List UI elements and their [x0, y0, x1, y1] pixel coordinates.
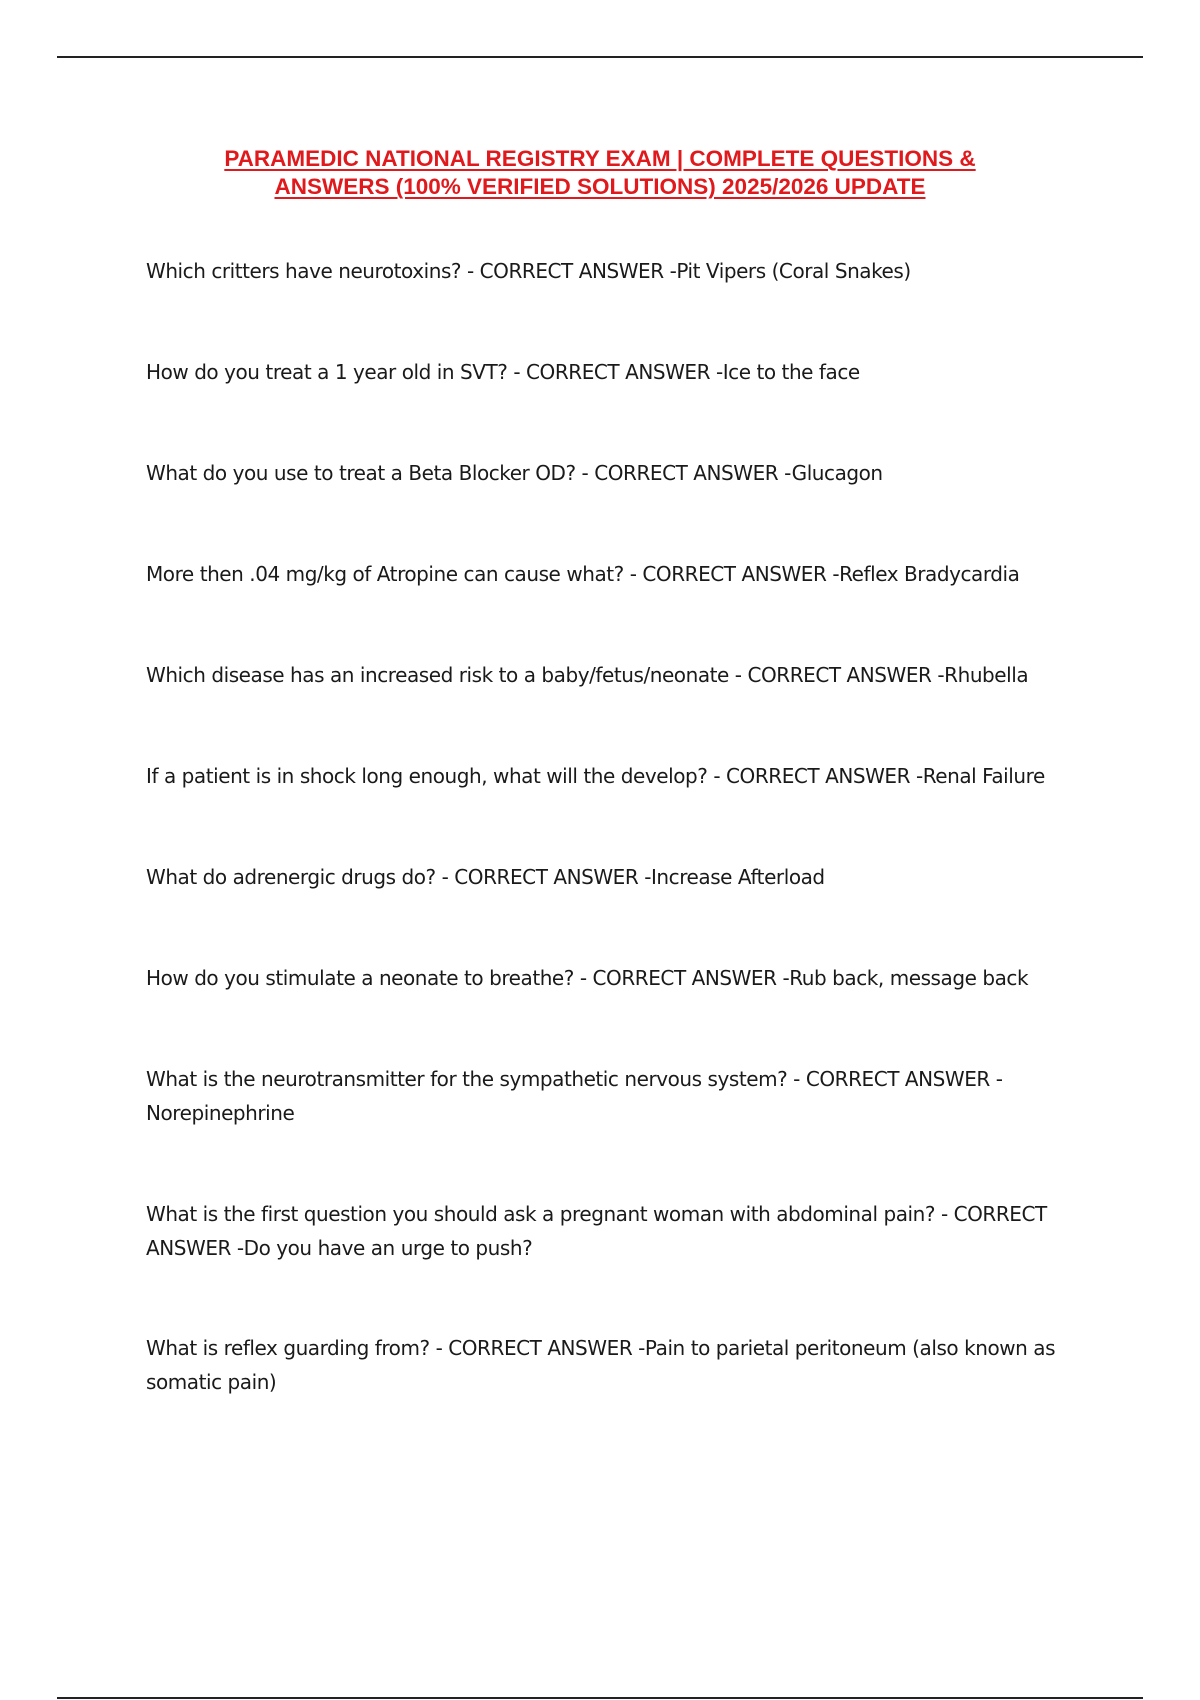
qa-item: If a patient is in shock long enough, what will the develop? - CORRECT ANSWER -Renal Failure [146, 764, 1045, 788]
qa-item: What is the first question you should ask a pregnant woman with abdominal pain? - CORRECT ANSWER -Do you have an urge to push? [146, 1202, 1047, 1260]
bottom-rule [57, 1697, 1143, 1699]
qa-item: What do adrenergic drugs do? - CORRECT ANSWER -Increase Afterload [146, 865, 825, 889]
qa-item: How do you stimulate a neonate to breathe? - CORRECT ANSWER -Rub back, message back [146, 966, 1029, 990]
title-line-2: ANSWERS (100% VERIFIED SOLUTIONS) 2025/2026 UPDATE [274, 174, 926, 199]
qa-item: How do you treat a 1 year old in SVT? - CORRECT ANSWER -Ice to the face [146, 360, 860, 384]
qa-item: What is the neurotransmitter for the sympathetic nervous system? - CORRECT ANSWER - Norepinephrine [146, 1067, 1003, 1125]
qa-item: Which critters have neurotoxins? - CORRECT ANSWER -Pit Vipers (Coral Snakes) [146, 259, 911, 283]
title-line-1: PARAMEDIC NATIONAL REGISTRY EXAM | COMPLETE QUESTIONS & [224, 146, 976, 171]
qa-item: What do you use to treat a Beta Blocker OD? - CORRECT ANSWER -Glucagon [146, 461, 883, 485]
qa-item: Which disease has an increased risk to a baby/fetus/neonate - CORRECT ANSWER -Rhubella [146, 663, 1029, 687]
qa-item: What is reflex guarding from? - CORRECT ANSWER -Pain to parietal peritoneum (also known as somatic pain) [146, 1336, 1056, 1394]
qa-item: More then .04 mg/kg of Atropine can cause what? - CORRECT ANSWER -Reflex Bradycardia [146, 562, 1020, 586]
